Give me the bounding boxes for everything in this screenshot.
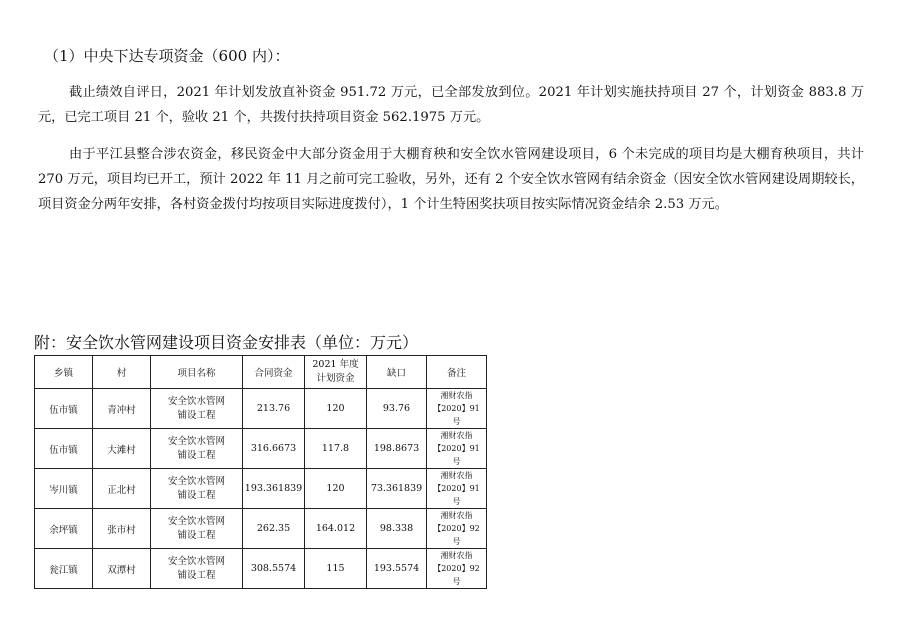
cell-note-line2: 【2020】91 号: [433, 444, 480, 466]
cell-village: 大滩村: [93, 429, 151, 469]
cell-gap: 198.8673: [367, 429, 427, 469]
cell-project-line2: 铺设工程: [177, 529, 216, 541]
cell-contract: 213.76: [243, 389, 305, 429]
table-title: 附：安全饮水管网建设项目资金安排表（单位：万元）: [34, 333, 419, 352]
header-project: 项目名称: [151, 356, 243, 389]
cell-plan: 117.8: [305, 429, 367, 469]
cell-plan: 115: [305, 549, 367, 589]
cell-project: [151, 429, 243, 469]
cell-project-line2: 铺设工程: [177, 449, 216, 461]
cell-project-line1: 安全饮水管网: [167, 435, 225, 447]
cell-contract: 262.35: [243, 509, 305, 549]
cell-contract: 316.6673: [243, 429, 305, 469]
cell-project-line1: 安全饮水管网: [167, 555, 225, 567]
cell-project-line1: 安全饮水管网: [167, 515, 225, 527]
section-heading: （1）中央下达专项资金（600 内）：: [44, 47, 290, 65]
header-plan-line2: 计划资金: [316, 373, 355, 384]
cell-project-line2: 铺设工程: [177, 489, 216, 501]
cell-gap: 93.76: [367, 389, 427, 429]
cell-note: [427, 549, 487, 589]
table-row: [35, 429, 487, 469]
cell-plan: 164.012: [305, 509, 367, 549]
header-township: 乡镇: [35, 356, 93, 389]
table-row: [35, 509, 487, 549]
cell-note: [427, 429, 487, 469]
table-row: [35, 469, 487, 509]
cell-contract: 193.361839: [243, 469, 305, 509]
cell-project-line2: 铺设工程: [177, 409, 216, 421]
header-note: 备注: [427, 356, 487, 389]
cell-project: [151, 469, 243, 509]
cell-note-line1: 湘财农指: [440, 511, 473, 520]
cell-township: 岑川镇: [35, 469, 93, 509]
header-plan: [305, 356, 367, 389]
cell-note-line1: 湘财农指: [440, 551, 473, 560]
cell-note-line2: 【2020】92 号: [433, 564, 480, 586]
table-header-row: [35, 356, 487, 389]
cell-note-line1: 湘财农指: [440, 431, 473, 440]
cell-note-line1: 湘财农指: [440, 391, 473, 400]
cell-village: 正北村: [93, 469, 151, 509]
cell-project-line1: 安全饮水管网: [167, 475, 225, 487]
funding-allocation-table: [34, 355, 487, 589]
cell-plan: 120: [305, 389, 367, 429]
cell-note-line2: 【2020】91 号: [433, 404, 480, 426]
cell-note: [427, 509, 487, 549]
cell-project-line2: 铺设工程: [177, 569, 216, 581]
cell-township: 伍市镇: [35, 429, 93, 469]
cell-note: [427, 469, 487, 509]
header-contract: 合同资金: [243, 356, 305, 389]
header-village: 村: [93, 356, 151, 389]
cell-project: [151, 389, 243, 429]
cell-village: 张市村: [93, 509, 151, 549]
cell-note-line1: 湘财农指: [440, 471, 473, 480]
cell-project: [151, 549, 243, 589]
paragraph-funding-explanation: 由于平江县整合涉农资金，移民资金中大部分资金用于大棚育秧和安全饮水管网建设项目，6 个未完成的项目均是大棚育秧项目，共计 270 万元，项目均已开工，预计 2022 年 11 月之前可完工验收，另外，还有 2 个安全饮水管网有结余资金（因安全饮水管网建设周期较长，项目资金分两年安排，各村资金拨付均按项目实际进度拨付），1 个计生特困奖扶项目按实际情况资金结余 2.53 万元。: [38, 147, 864, 212]
cell-project: [151, 509, 243, 549]
paragraph-self-evaluation: 截止绩效自评日，2021 年计划发放直补资金 951.72 万元，已全部发放到位。2021 年计划实施扶持项目 27 个，计划资金 883.8 万元，已完工项目 21 个，验收 21 个，共拨付扶持项目资金 562.1975 万元。: [38, 85, 864, 125]
cell-plan: 120: [305, 469, 367, 509]
cell-note-line2: 【2020】92 号: [433, 524, 480, 546]
cell-township: 瓮江镇: [35, 549, 93, 589]
table-row: [35, 389, 487, 429]
cell-gap: 193.5574: [367, 549, 427, 589]
cell-project-line1: 安全饮水管网: [167, 395, 225, 407]
cell-note: [427, 389, 487, 429]
cell-village: 双潭村: [93, 549, 151, 589]
cell-township: 余坪镇: [35, 509, 93, 549]
header-plan-line1: 2021 年度: [312, 359, 359, 370]
cell-note-line2: 【2020】91 号: [433, 484, 480, 506]
table-row: [35, 549, 487, 589]
cell-gap: 98.338: [367, 509, 427, 549]
cell-village: 青冲村: [93, 389, 151, 429]
cell-township: 伍市镇: [35, 389, 93, 429]
cell-contract: 308.5574: [243, 549, 305, 589]
header-gap: 缺口: [367, 356, 427, 389]
cell-gap: 73.361839: [367, 469, 427, 509]
